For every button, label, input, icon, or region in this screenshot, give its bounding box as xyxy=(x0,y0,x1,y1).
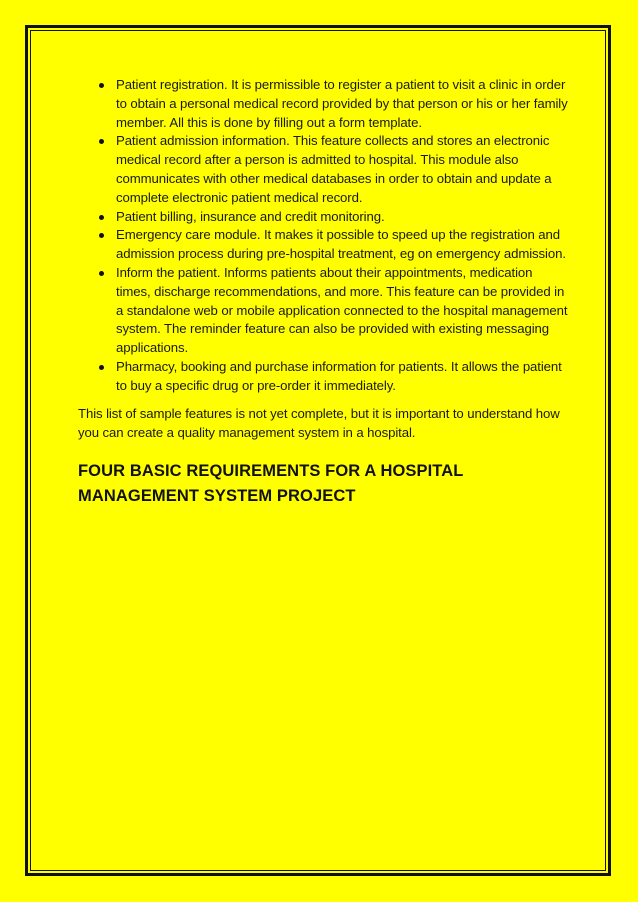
summary-paragraph: This list of sample features is not yet complete, but it is important to understand how you can create a quality management system in a hospital. xyxy=(78,405,560,441)
section-heading: FOUR BASIC REQUIREMENTS FOR A HOSPITAL MANAGEMENT SYSTEM PROJECT xyxy=(78,461,464,505)
feature-list xyxy=(78,76,568,396)
feature-item-emergency-care: Emergency care module. It makes it possible to speed up the registration and admission process during pre-hospital treatment, eg on emergency admission. xyxy=(116,226,568,264)
feature-item-pharmacy: Pharmacy, booking and purchase information for patients. It allows the patient to buy a specific drug or pre-order it immediately. xyxy=(116,358,568,396)
feature-item-patient-registration: Patient registration. It is permissible to register a patient to visit a clinic in order to obtain a personal medical record provided by that person or his or her family member. All this is done by filling out a form template. xyxy=(116,76,568,132)
feature-item-patient-billing: Patient billing, insurance and credit monitoring. xyxy=(116,208,568,227)
document-content xyxy=(78,76,568,509)
feature-item-patient-admission: Patient admission information. This feature collects and stores an electronic medical record after a person is admitted to hospital. This module also communicates with other medical databases in order to obtain and update a complete electronic patient medical record. xyxy=(116,132,568,207)
feature-item-inform-patient: Inform the patient. Informs patients about their appointments, medication times, discharge recommendations, and more. This feature can be provided in a standalone web or mobile application connected to the hospital management system. The reminder feature can also be provided with existing messaging applications. xyxy=(116,264,568,358)
